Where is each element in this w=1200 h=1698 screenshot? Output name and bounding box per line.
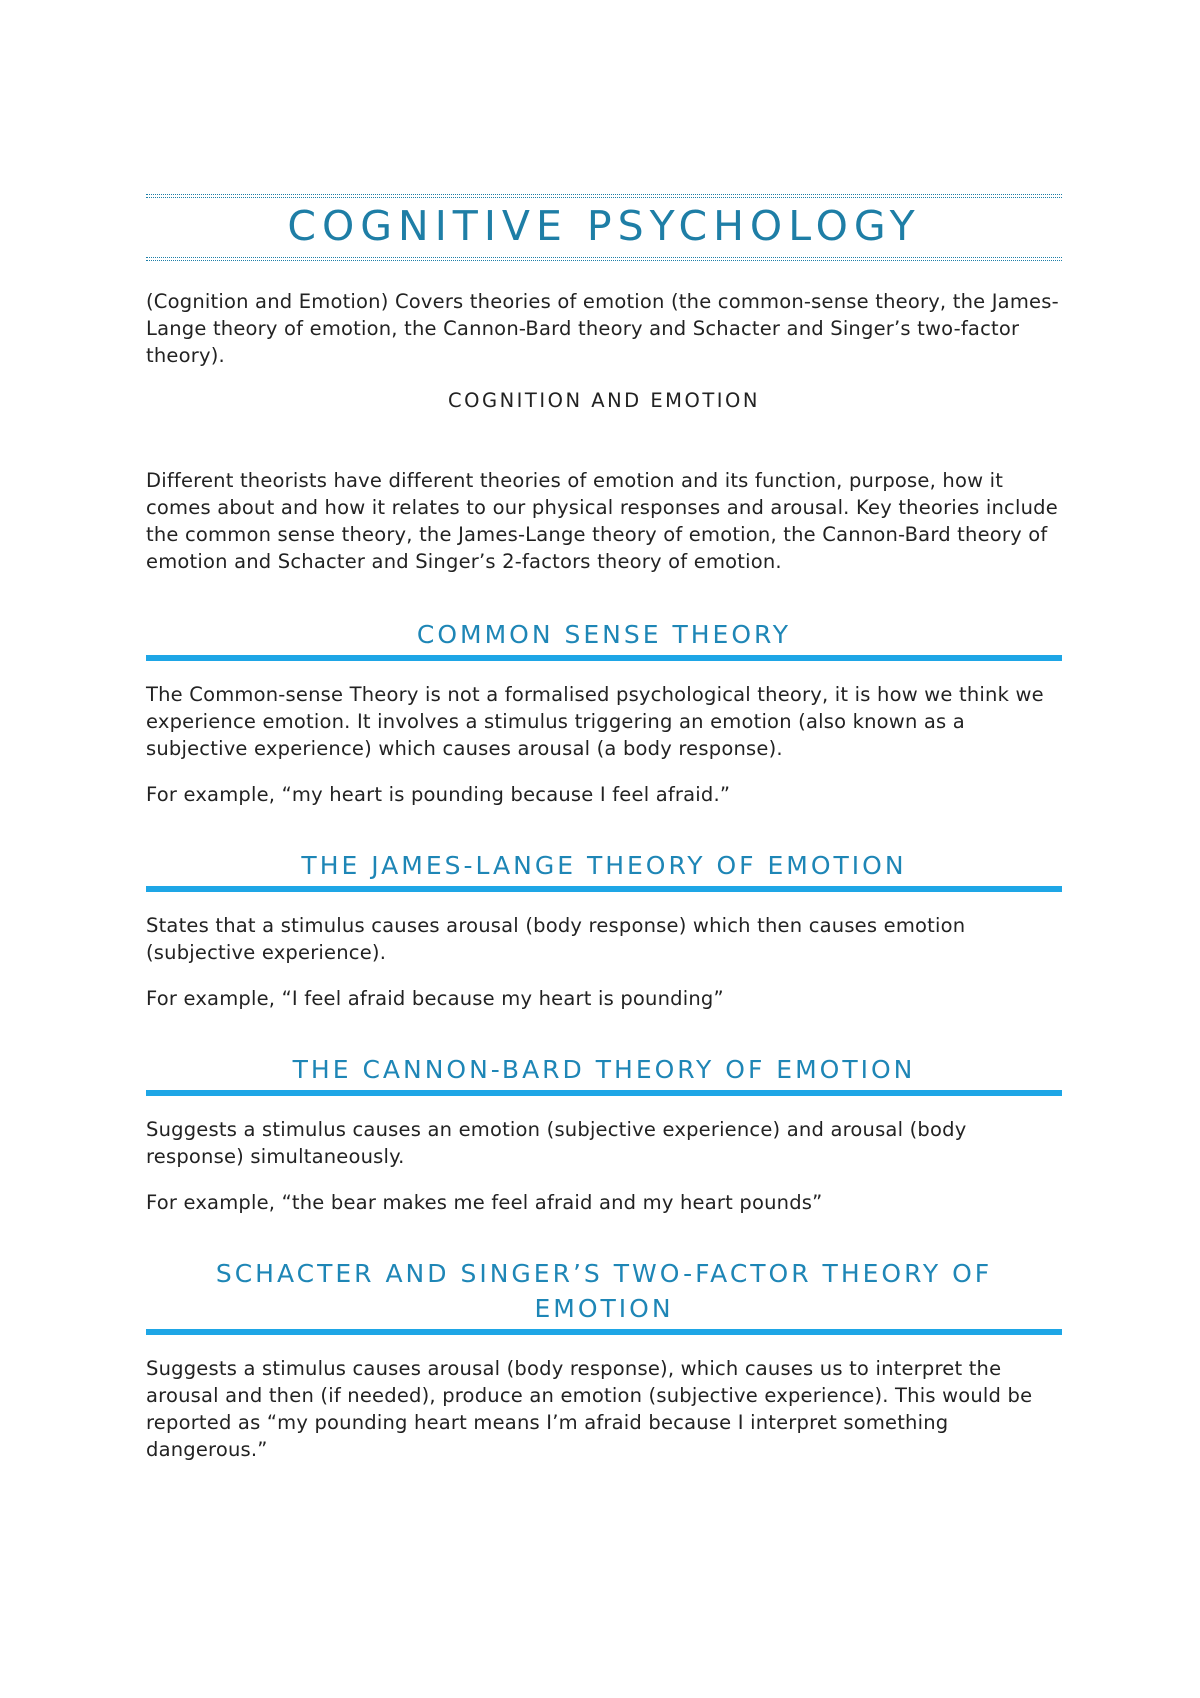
section-underline: [146, 886, 1062, 892]
section-heading: SCHACTER AND SINGER’S TWO-FACTOR THEORY OF EMOTION: [215, 1259, 993, 1323]
subheading: COGNITION AND EMOTION: [448, 389, 760, 412]
section-heading: THE CANNON-BARD THEORY OF EMOTION: [292, 1055, 916, 1084]
section-underline: [146, 1329, 1062, 1335]
section-heading: COMMON SENSE THEORY: [416, 620, 792, 649]
section-heading: THE JAMES-LANGE THEORY OF EMOTION: [301, 851, 907, 880]
section-example: For example, “the bear makes me feel afraid and my heart pounds”: [146, 1191, 823, 1214]
title-block: [146, 194, 1062, 258]
section-underline: [146, 1090, 1062, 1096]
section-body: The Common-sense Theory is not a formalised psychological theory, it is how we think we experience emotion. It involves a stimulus triggering an emotion (also known as a subjective experience) which causes arousal (a body response).: [146, 683, 1044, 760]
title-rule-bottom: [146, 257, 1062, 258]
intro-paragraph: (Cognition and Emotion) Covers theories of emotion (the common-sense theory, the James-Lange theory of emotion, the Cannon-Bard theory and Schacter and Singer’s two-factor theory).: [146, 290, 1059, 367]
title-rule-top: [146, 194, 1062, 195]
overview-paragraph: Different theorists have different theories of emotion and its function, purpose, how it comes about and how it relates to our physical responses and arousal. Key theories include the common sense theory, the James-Lange theory of emotion, the Cannon-Bard theory of emotion and Schacter and Singer’s 2-factors theory of emotion.: [146, 469, 1058, 573]
section-example: For example, “my heart is pounding because I feel afraid.”: [146, 783, 731, 806]
document-title: COGNITIVE PSYCHOLOGY: [287, 202, 921, 250]
section-body: Suggests a stimulus causes arousal (body response), which causes us to interpret the arousal and then (if needed), produce an emotion (subjective experience). This would be reported as “my pounding heart means I’m afraid because I interpret something dangerous.”: [146, 1357, 1033, 1461]
section-underline: [146, 655, 1062, 661]
section-body: Suggests a stimulus causes an emotion (subjective experience) and arousal (body response) simultaneously.: [146, 1118, 967, 1168]
section-example: For example, “I feel afraid because my heart is pounding”: [146, 987, 724, 1010]
section-two-factor: [146, 1256, 1062, 1463]
section-cannon-bard: [146, 1052, 1062, 1216]
section-body: States that a stimulus causes arousal (body response) which then causes emotion (subjective experience).: [146, 914, 966, 964]
document-page: [146, 194, 1062, 1463]
section-common-sense: [146, 617, 1062, 808]
section-james-lange: [146, 848, 1062, 1012]
